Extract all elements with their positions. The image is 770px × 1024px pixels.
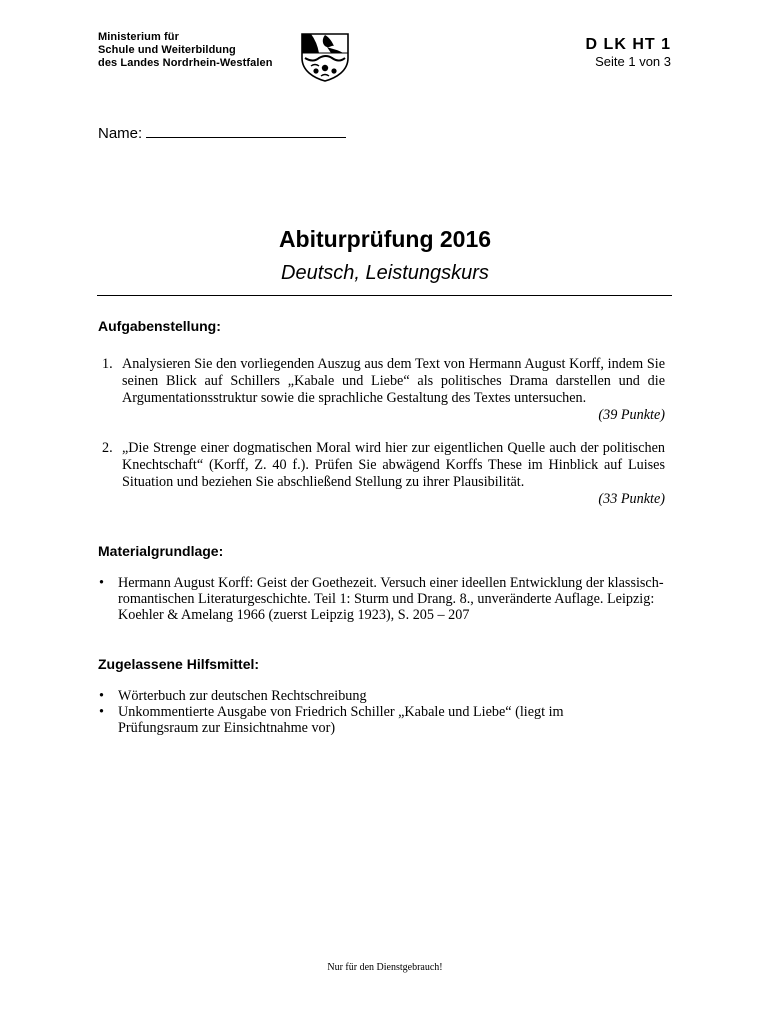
tasks-heading: Aufgabenstellung: <box>98 318 221 334</box>
material-text: Hermann August Korff: Geist der Goethezeit. Versuch einer ideellen Entwicklung der klassisch-romantischen Literaturgeschichte. Teil 1: Sturm und Drang. 8., unveränderte Auflage. Leipzig: Koehler & Amelang 1966 (zuerst Leipzig 1923), S. 205 – 207 <box>118 575 664 623</box>
task-item <box>102 356 665 424</box>
list-item <box>99 688 569 704</box>
page-number: Seite 1 von 3 <box>595 54 671 69</box>
aids-list <box>99 688 569 736</box>
aids-heading: Zugelassene Hilfsmittel: <box>98 656 260 672</box>
task-text: „Die Strenge einer dogmatischen Moral wird hier zur eigentlichen Quelle auch der politischen Knechtschaft“ (Korff, Z. 40 f.). Prüfen Sie abwägend Korffs These im Hinblick auf Luises Situation und beziehen Sie abschließend Stellung zu ihrer Plausibilität. <box>122 440 665 490</box>
document-id: D LK HT 1 <box>585 36 671 53</box>
nrw-coat-of-arms-icon <box>299 32 351 82</box>
task-number: 2. <box>102 440 113 456</box>
name-field <box>98 125 346 142</box>
bullet-icon: • <box>99 575 104 591</box>
name-write-line <box>146 125 346 138</box>
footer-note: Nur für den Dienstgebrauch! <box>327 962 443 973</box>
task-points: (39 Punkte) <box>598 407 665 423</box>
list-item <box>99 704 569 736</box>
material-heading: Materialgrundlage: <box>98 543 224 559</box>
ministry-line: des Landes Nordrhein-Westfalen <box>98 57 273 69</box>
title-rule <box>97 295 672 296</box>
task-text: Analysieren Sie den vorliegenden Auszug aus dem Text von Hermann August Korff, indem Sie seinen Blick auf Schillers „Kabale und Liebe“ als politisches Drama darstellen und die Argumentationsstruktur sowie die sprachliche Gestaltung des Textes untersuchen. <box>122 356 665 406</box>
aid-text: Wörterbuch zur deutschen Rechtschreibung <box>118 688 367 704</box>
name-label: Name: <box>98 125 143 142</box>
exam-title: Abiturprüfung 2016 <box>278 226 492 252</box>
bullet-icon: • <box>99 704 104 720</box>
task-points: (33 Punkte) <box>598 491 665 507</box>
task-number: 1. <box>102 356 113 372</box>
task-item <box>102 440 665 508</box>
exam-subtitle: Deutsch, Leistungskurs <box>281 262 489 284</box>
list-item <box>99 575 665 623</box>
ministry-line: Ministerium für <box>98 31 179 43</box>
material-list <box>99 575 665 623</box>
bullet-icon: • <box>99 688 104 704</box>
ministry-name <box>98 31 273 70</box>
ministry-line: Schule und Weiterbildung <box>98 44 236 56</box>
aid-text: Unkommentierte Ausgabe von Friedrich Schiller „Kabale und Liebe“ (liegt im Prüfungsraum zur Einsichtnahme vor) <box>118 704 564 736</box>
